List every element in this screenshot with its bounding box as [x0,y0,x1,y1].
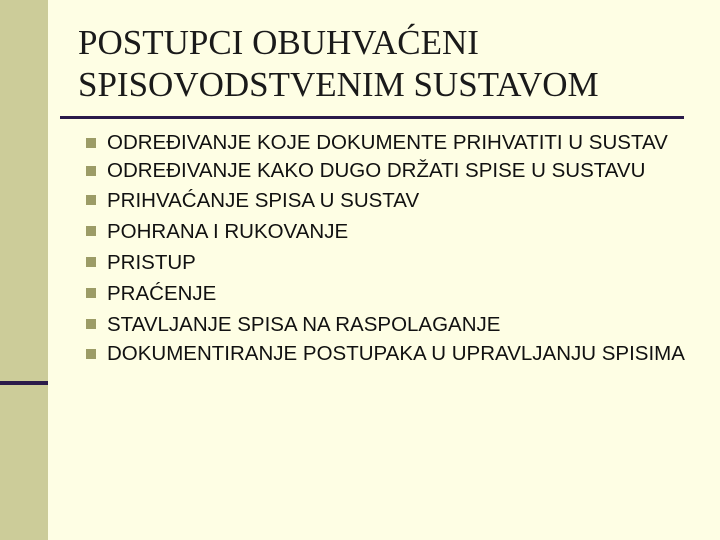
slide-title [78,22,698,106]
title-underline [60,116,684,119]
list-item-text: PRISTUP [107,251,196,274]
list-item [86,309,686,340]
list-item-text: POHRANA I RUKOVANJE [107,220,349,243]
list-item-text: ODREĐIVANJE KAKO DUGO DRŽATI SPISE U SUSTAVU [107,159,646,182]
list-item-text: DOKUMENTIRANJE POSTUPAKA U UPRAVLJANJU SPISIMA [107,342,685,365]
square-bullet-icon [86,166,96,176]
square-bullet-icon [86,349,96,359]
square-bullet-icon [86,319,96,329]
list-item-text: PRIHVAĆANJE SPISA U SUSTAV [107,189,420,212]
slide-title-line-1: POSTUPCI OBUHVAĆENI [78,23,479,62]
list-item [86,157,686,185]
square-bullet-icon [86,195,96,205]
square-bullet-icon [86,257,96,267]
left-accent-line [0,381,48,385]
list-item [86,185,686,216]
slide-title-line-2: SPISOVODSTVENIM SUSTAVOM [78,65,599,104]
square-bullet-icon [86,226,96,236]
list-item [86,278,686,309]
square-bullet-icon [86,138,96,148]
left-decorative-band [0,0,48,540]
list-item-text: STAVLJANJE SPISA NA RASPOLAGANJE [107,313,501,336]
list-item-text: PRAĆENJE [107,282,217,305]
list-item-text: ODREĐIVANJE KOJE DOKUMENTE PRIHVATITI U SUSTAV [107,131,668,154]
list-item [86,129,686,157]
list-item [86,247,686,278]
bullet-list [86,129,686,368]
list-item [86,216,686,247]
list-item [86,340,686,368]
square-bullet-icon [86,288,96,298]
